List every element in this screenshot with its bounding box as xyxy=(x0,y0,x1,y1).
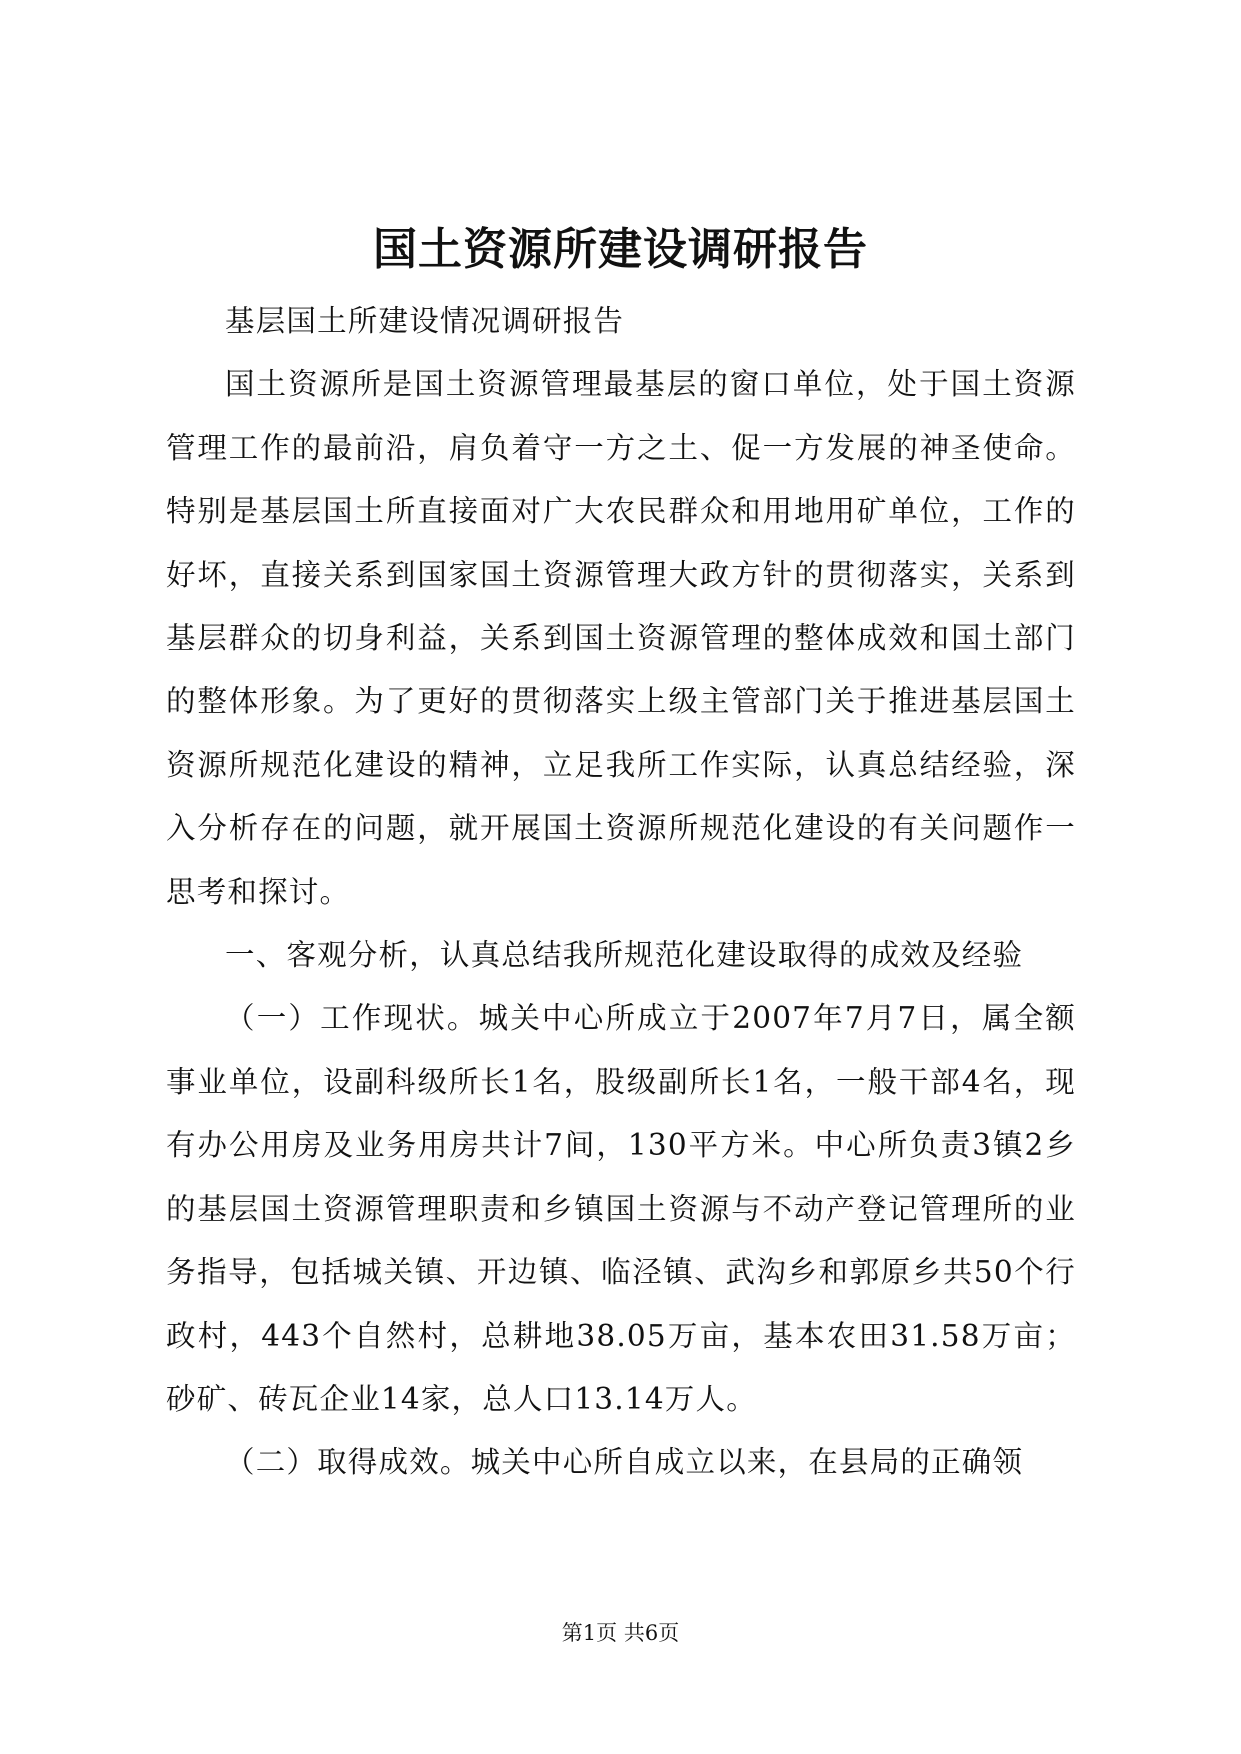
document-title: 国土资源所建设调研报告 xyxy=(373,224,868,275)
achievements-paragraph: （二）取得成效。城关中心所自成立以来，在县局的正确领 xyxy=(225,1445,1024,1480)
document-body xyxy=(166,290,1076,1495)
current-status-paragraph: （一）工作现状。城关中心所成立于2007年7月7日，属全额事业单位，设副科级所长1名，股级副所长1名，一般干部4名，现有办公用房及业务用房共计7间，130平方米。中心所负责3镇2乡的基层国土资源管理职责和乡镇国土资源与不动产登记管理所的业务指导，包括城关镇、开边镇、临泾镇、武沟乡和郭原乡共50个行政村，443个自然村，总耕地38.05万亩，基本农田31.58万亩；砂矿、砖瓦企业14家，总人口13.14万人。 xyxy=(166,1001,1076,1416)
intro-paragraph: 国土资源所是国土资源管理最基层的窗口单位，处于国土资源管理工作的最前沿，肩负着守一方之土、促一方发展的神圣使命。特别是基层国土所直接面对广大农民群众和用地用矿单位，工作的好坏，直接关系到国家国土资源管理大政方针的贯彻落实，关系到基层群众的切身利益，关系到国土资源管理的整体成效和国土部门的整体形象。为了更好的贯彻落实上级主管部门关于推进基层国土资源所规范化建设的精神，立足我所工作实际，认真总结经验，深入分析存在的问题，就开展国土资源所规范化建设的有关问题作一思考和探讨。 xyxy=(166,367,1076,909)
section-heading-1: 一、客观分析，认真总结我所规范化建设取得的成效及经验 xyxy=(225,938,1024,973)
page-footer: 第1页 共6页 xyxy=(561,1621,680,1645)
subtitle-paragraph: 基层国土所建设情况调研报告 xyxy=(225,304,625,338)
